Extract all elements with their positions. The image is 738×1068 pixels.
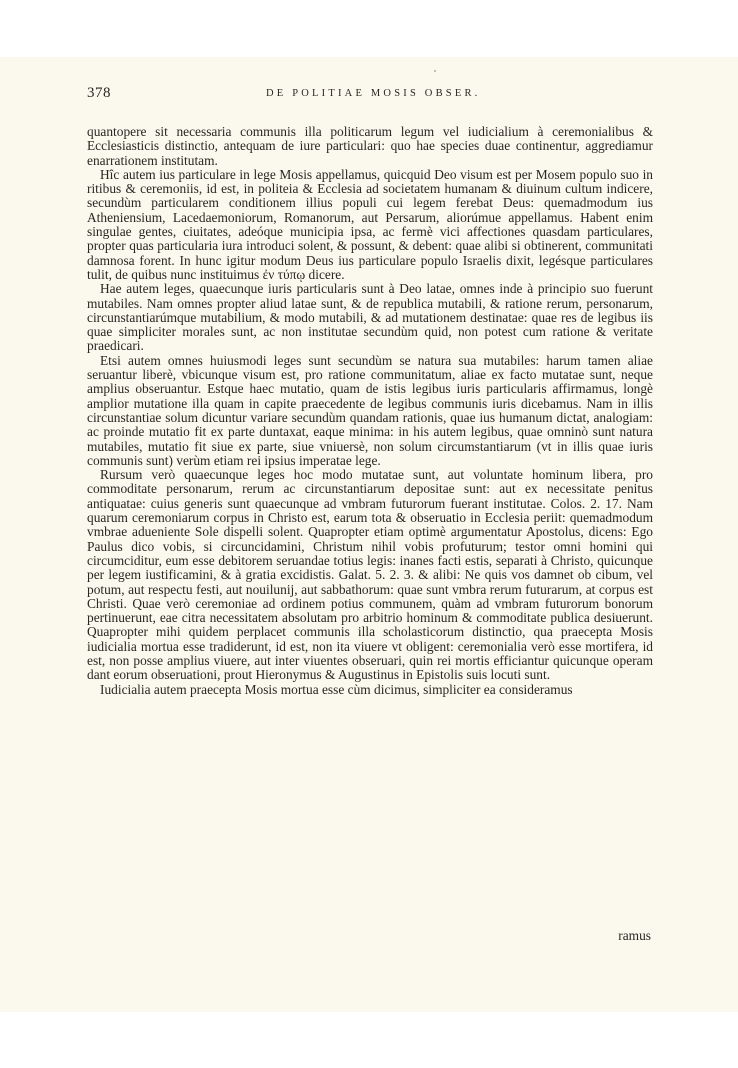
- paragraph: Rursum verò quaecunque leges hoc modo mutatae sunt, aut voluntate hominum libera, pro commoditate personarum, rerum ac circunstantiarum depositae sunt: aut ex necessitate penitus antiquatae: cuius generis sunt quaecunque ad vmbram futurorum fuerant institutae. Colos. 2. 17. Nam quarum ceremoniarum corpus in Christo est, earum tota & obseruatio in Ecclesia periit: quemadmodum vmbrae adueniente Sole dispelli solent. Quapropter etiam optimè argumentatur Apostolus, dicens: Ego Paulus dico vobis, si circuncidamini, Christum nihil vobis profuturum; testor omni homini qui circumciditur, eum esse debitorem seruandae totius legis: inanes facti estis, separati à Christo, quicunque per legem iustificamini, & à gratia excidistis. Galat. 5. 2. 3. & alibi: Ne quis vos damnet ob cibum, vel potum, aut respectu festi, aut nouilunij, aut sabbathorum: quae sunt vmbra rerum futurarum, at corpus est Christi. Quae verò ceremoniae ad ordinem potius communem, quàm ad vmbram futurorum bonorum pertinuerunt, eae citra necessitatem absolutam pro arbitrio hominum & commoditate publica desiuerunt. Quapropter mihi quidem perplacet communis illa scholasticorum distinctio, qua praecepta Mosis iudicialia mortua esse tradiderunt, id est, non ita viuere vt obligent: ceremonialia verò esse mortifera, id est, non posse amplius viuere, aut inter viuentes obseruari, quin rei mortis efficiantur quicunque operam dant eorum obseruationi, prout Hieronymus & Augustinus in Epistolis suis locuti sunt.: [87, 467, 653, 683]
- page-header: [0, 85, 738, 105]
- body-text: [87, 125, 653, 697]
- paragraph: Hae autem leges, quaecunque iuris particularis sunt à Deo latae, omnes inde à principio suo fuerunt mutabiles. Nam omnes propter aliud latae sunt, & de republica mutabili, & ratione rerum, personarum, circunstantiarúmque mutabilium, & modo mutabili, & ad mutationem destinatae: quae res de legibus iis quae simpliciter morales sunt, ac non institutae secundùm quid, non potest cum ratione & veritate praedicari.: [87, 281, 653, 354]
- book-page: [0, 57, 738, 1012]
- paragraph: Iudicialia autem praecepta Mosis mortua esse cùm dicimus, simpliciter ea consideramus: [100, 681, 573, 697]
- paragraph: quantopere sit necessaria communis illa politicarum legum vel iudicialium à ceremonialibus & Ecclesiasticis distinctio, antequam de iure particulari: quo hae species duae continentur, aggrediamur enarrationem institutam.: [87, 124, 653, 168]
- paragraph: Etsi autem omnes huiusmodi leges sunt secundùm se natura sua mutabiles: harum tamen aliae seruantur liberè, vbicunque visum est, pro ratione communitatum, aliae ex facto mutatae sunt, neque amplius obseruantur. Estque haec mutatio, quam de istis legibus iuris particularis affirmamus, longè amplior mutatione illa quam in capite praecedente de legibus communis iuris dicebamus. Nam in illis circunstantiae solum dicuntur variare secundùm quandam rationis, quae ius humanum dictat, analogiam: ac proinde mutatio fit ex parte duntaxat, eaque minima: in his autem legibus, quae omninò sunt natura mutabiles, mutatio fit siue ex parte, siue vniuersè, non solum circumstantiarum (vt in illis quae iuris communis sunt) verùm etiam rei ipsius imperatae lege.: [87, 352, 653, 468]
- page-number: 378: [87, 85, 111, 101]
- paragraph: Hîc autem ius particulare in lege Mosis appellamus, quicquid Deo visum est per Mosem populo suo in ritibus & ceremoniis, id est, in politeia & Ecclesia ad societatem humanam & diuinum cultum indicere, secundùm particularem conditionem illius populi cui legem ferebat Deus: quemadmodum ius Atheniensium, Lacedaemoniorum, Romanorum, aut Persarum, aliorúmue appellamus. Habent enim singulae gentes, ciuitates, adeóque municipia ipsa, ac fermè vici affectiones quasdam particulares, propter quas particularia iura introduci solent, & possunt, & debent: quae alibi si obtinerent, communitati damnosa forent. In hunc igitur modum Deus ius particulare populo Israelis dixit, legésque particulares tulit, de quibus nunc instituimus ἐν τύπῳ dicere.: [87, 166, 653, 282]
- paper-speck: [434, 70, 436, 72]
- running-head: DE POLITIAE MOSIS OBSER.: [266, 88, 481, 99]
- catchword: ramus: [618, 928, 651, 943]
